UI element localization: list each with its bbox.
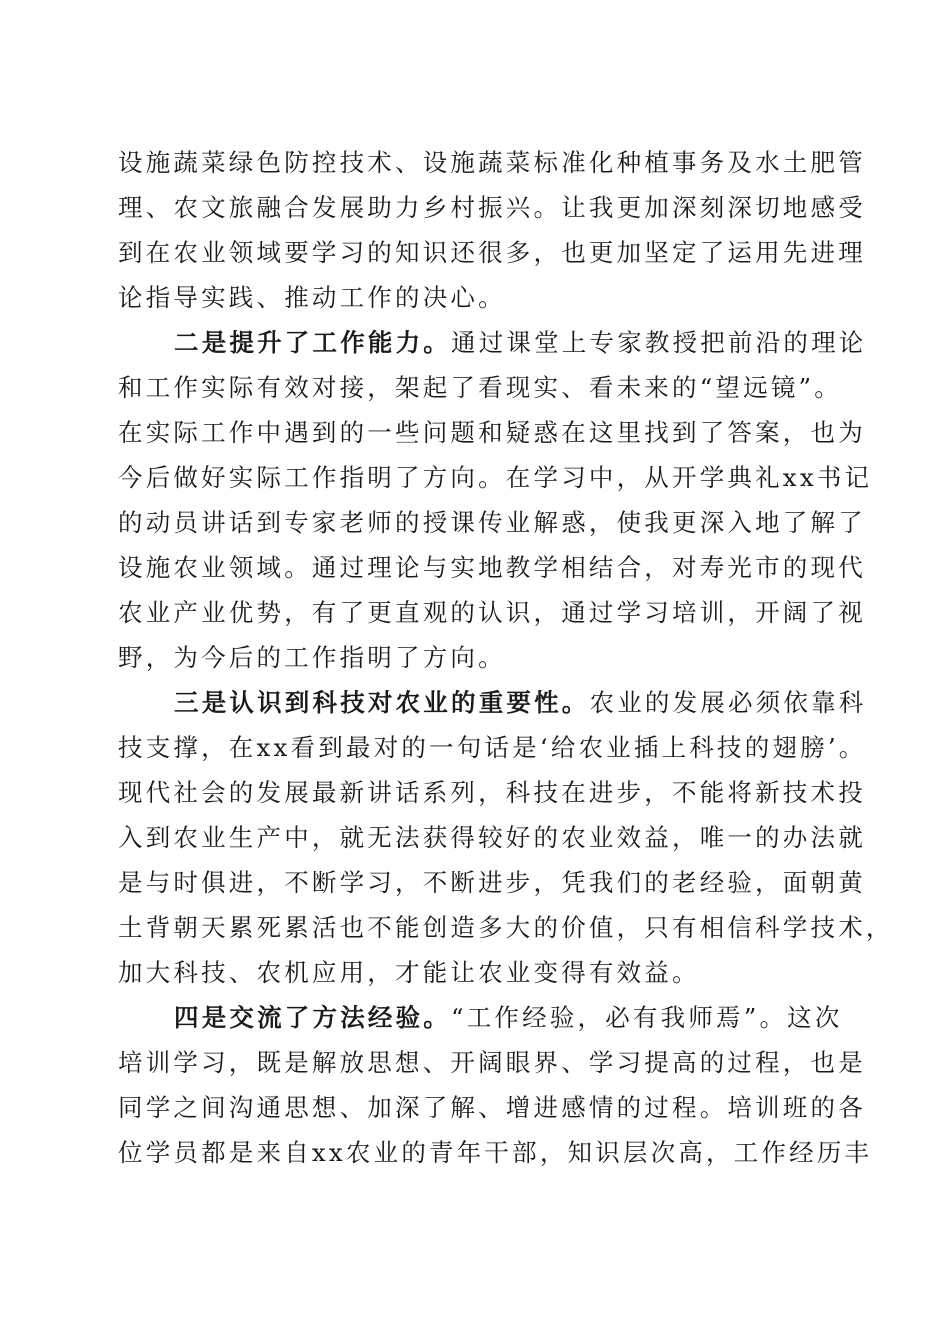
text-line: 位学员都是来自xx农业的青年干部，知识层次高，工作经历丰 bbox=[118, 1138, 873, 1167]
paragraph-1 bbox=[118, 140, 866, 320]
paragraph-first-line bbox=[118, 320, 867, 365]
text-line: 的动员讲话到专家老师的授课传业解惑，使我更深入地了解了 bbox=[118, 508, 866, 537]
text-line: 加大科技、农机应用，才能让农业变得有效益。 bbox=[118, 958, 700, 987]
text-line: 农业产业优势，有了更直观的认识，通过学习培训，开阔了视 bbox=[118, 598, 866, 627]
text-line: 土背朝天累死累活也不能创造多大的价值，只有相信科学技术， bbox=[118, 913, 894, 942]
text-line: 到在农业领域要学习的知识还很多，也更加坚定了运用先进理 bbox=[118, 238, 866, 267]
paragraph-first-line bbox=[118, 680, 867, 725]
text-line: 在实际工作中遇到的一些问题和疑惑在这里找到了答案，也为 bbox=[118, 418, 866, 447]
text-line: 和工作实际有效对接，架起了看现实、看未来的“望远镜”。 bbox=[118, 373, 842, 402]
paragraph-first-line-text: 通过课堂上专家教授把前沿的理论 bbox=[451, 328, 867, 357]
text-line: 论指导实践、推动工作的决心。 bbox=[118, 283, 506, 312]
text-line: 野，为今后的工作指明了方向。 bbox=[118, 643, 506, 672]
text-line: 今后做好实际工作指明了方向。在学习中，从开学典礼xx书记 bbox=[118, 463, 873, 492]
paragraph-lead-heading: 二是提升了工作能力。 bbox=[174, 328, 451, 357]
text-line: 设施农业领域。通过理论与实地教学相结合，对寿光市的现代 bbox=[118, 553, 866, 582]
paragraph-first-line bbox=[118, 995, 843, 1040]
text-line: 入到农业生产中，就无法获得较好的农业效益，唯一的办法就 bbox=[118, 823, 866, 852]
text-line: 培训学习，既是解放思想、开阔眼界、学习提高的过程，也是 bbox=[118, 1048, 866, 1077]
document-body bbox=[118, 140, 894, 1175]
paragraph-4 bbox=[118, 995, 873, 1175]
paragraph-lead-heading: 三是认识到科技对农业的重要性。 bbox=[174, 688, 590, 717]
text-line: 是与时俱进，不断学习，不断进步，凭我们的老经验，面朝黄 bbox=[118, 868, 866, 897]
text-line: 理、农文旅融合发展助力乡村振兴。让我更加深刻深切地感受 bbox=[118, 193, 866, 222]
paragraph-first-line-text: 农业的发展必须依靠科 bbox=[589, 688, 867, 717]
text-line: 同学之间沟通思想、加深了解、增进感情的过程。培训班的各 bbox=[118, 1093, 866, 1122]
paragraph-2 bbox=[118, 320, 873, 680]
paragraph-first-line-text: “工作经验，必有我师焉”。这次 bbox=[451, 1003, 843, 1032]
paragraph-lead-heading: 四是交流了方法经验。 bbox=[174, 1003, 451, 1032]
text-line: 设施蔬菜绿色防控技术、设施蔬菜标准化种植事务及水土肥管 bbox=[118, 148, 866, 177]
text-line: 现代社会的发展最新讲话系列，科技在进步，不能将新技术投 bbox=[118, 778, 866, 807]
paragraph-3 bbox=[118, 680, 894, 995]
text-line: 技支撑，在xx看到最对的一句话是‘给农业插上科技的翅膀’。 bbox=[118, 733, 867, 762]
